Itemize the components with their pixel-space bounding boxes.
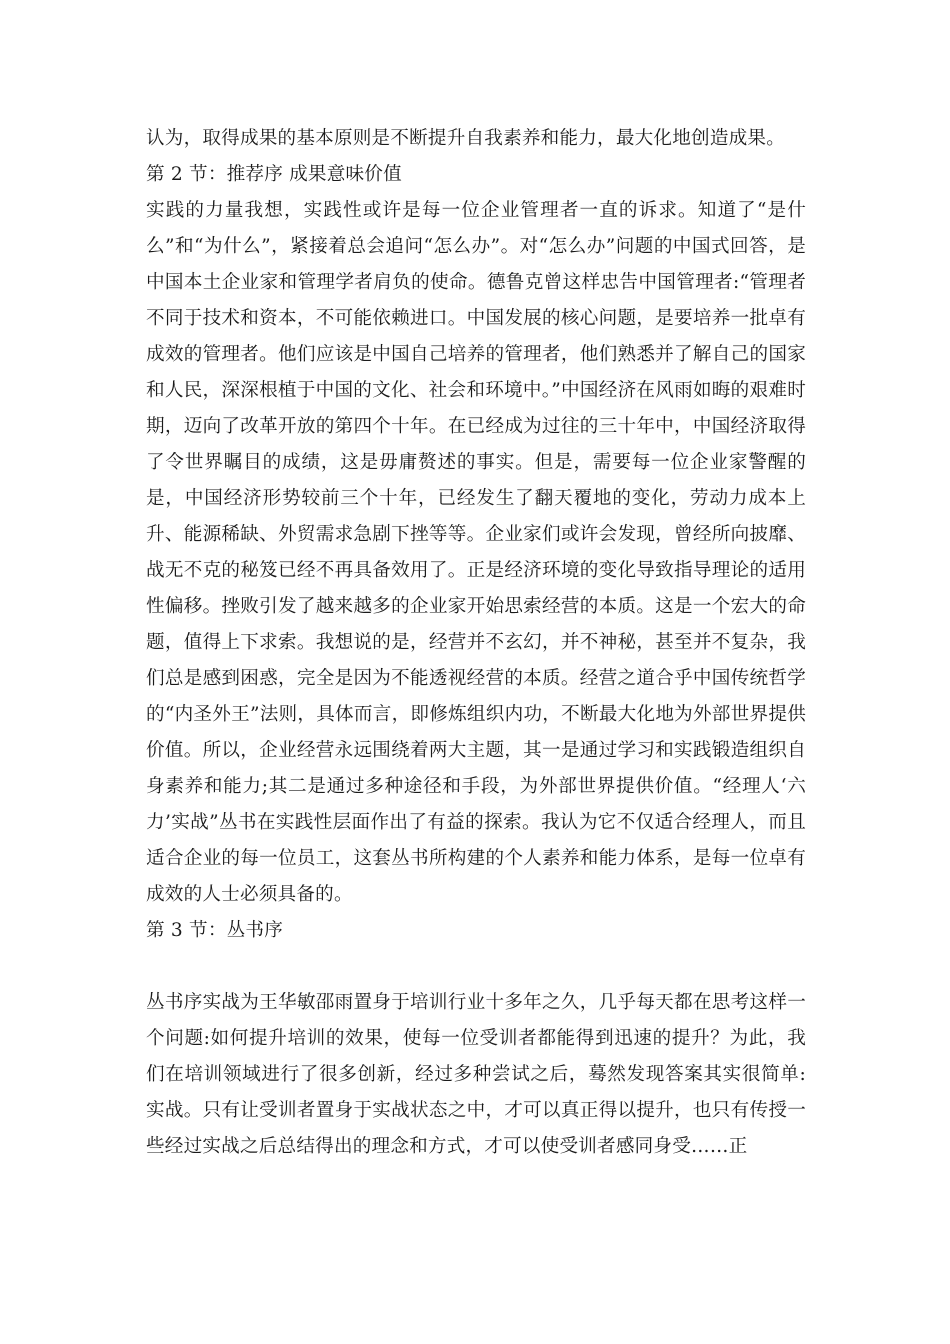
- intro-line: 认为，取得成果的基本原则是不断提升自我素养和能力，最大化地创造成果。: [146, 128, 785, 149]
- section-3-body: 丛书序实战为王华敏邵雨置身于培训行业十多年之久，几乎每天都在思考这样一个问题:如何提升培训的效果，使每一位受训者都能得到迅速的提升？为此，我们在培训领域进行了很多创新，经过多种尝试之后，蓦然发现答案其实很简单:实战。只有让受训者置身于实战状态之中，才可以真正得以提升，也只有传授一些经过实战之后总结得出的理念和方式，才可以使受训者感同身受……正: [146, 992, 806, 1157]
- paragraph-gap: [146, 949, 806, 985]
- section-3-heading: 第 3 节：丛书序: [146, 920, 284, 941]
- section-2-heading: 第 2 节：推荐序 成果意味价值: [146, 164, 402, 185]
- section-2-body: 实践的力量我想，实践性或许是每一位企业管理者一直的诉求。知道了“是什么”和“为什么”，紧接着总会追问“怎么办”。对“怎么办”问题的中国式回答，是中国本土企业家和管理学者肩负的使命。德鲁克曾这样忠告中国管理者:“管理者不同于技术和资本，不可能依赖进口。中国发展的核心问题，是要培养一批卓有成效的管理者。他们应该是中国自己培养的管理者，他们熟悉并了解自己的国家和人民，深深根植于中国的文化、社会和环境中。”中国经济在风雨如晦的艰难时期，迈向了改革开放的第四个十年。在已经成为过往的三十年中，中国经济取得了令世界瞩目的成绩，这是毋庸赘述的事实。但是，需要每一位企业家警醒的是，中国经济形势较前三个十年，已经发生了翻天覆地的变化，劳动力成本上升、能源稀缺、外贸需求急剧下挫等等。企业家们或许会发现，曾经所向披靡、战无不克的秘笈已经不再具备效用了。正是经济环境的变化导致指导理论的适用性偏移。挫败引发了越来越多的企业家开始思索经营的本质。这是一个宏大的命题，值得上下求索。我想说的是，经营并不玄幻，并不神秘，甚至并不复杂，我们总是感到困惑，完全是因为不能透视经营的本质。经营之道合乎中国传统哲学的“内圣外王”法则，具体而言，即修炼组织内功，不断最大化地为外部世界提供价值。所以，企业经营永远围绕着两大主题，其一是通过学习和实践锻造组织自身素养和能力;其二是通过多种途径和手段，为外部世界提供价值。“经理人‘六力’实战”丛书在实践性层面作出了有益的探索。我认为它不仅适合经理人，而且适合企业的每一位员工，这套丛书所构建的个人素养和能力体系，是每一位卓有成效的人士必须具备的。: [146, 200, 806, 905]
- document-page: [146, 121, 806, 1165]
